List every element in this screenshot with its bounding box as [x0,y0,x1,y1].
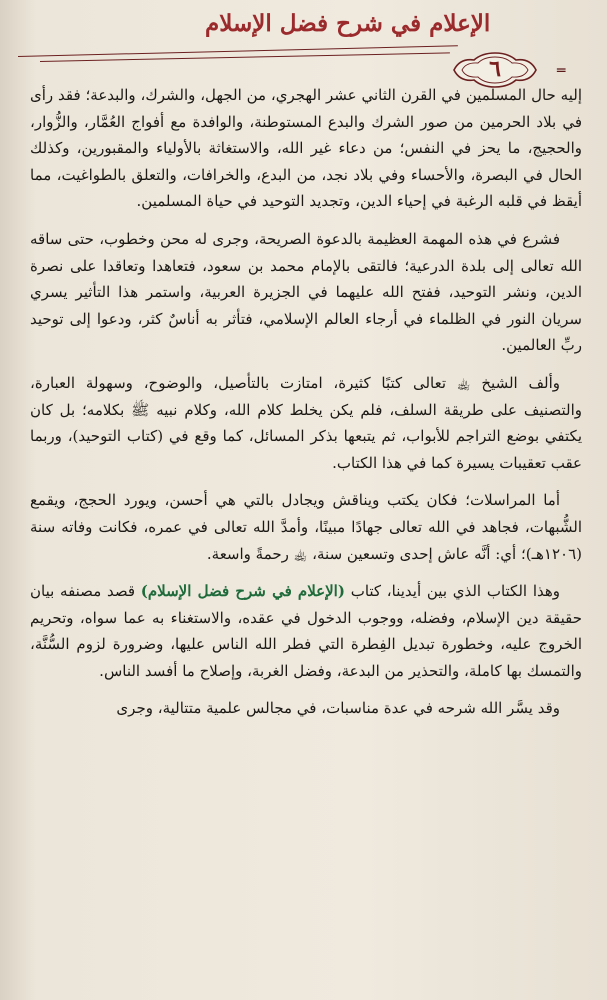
paragraph: أما المراسلات؛ فكان يكتب ويناقش ويجادل بالتي هي أحسن، ويورد الحجج، ويقمع الشُّبهات، فجاهد في الله تعالى جهادًا مبينًا، وأمدَّ الله تعالى في عمره، فكانت وفاته سنة (١٢٠٦هـ)؛ أي: أنَّه عاش إحدى وتسعين سنة، ﵀ رحمةً واسعة. [30,491,582,563]
paragraph [30,578,582,684]
paragraph-text-end: قصد مصنفه بيان حقيقة دين الإسلام، وفضله، ووجوب الدخول في عقده، والاستغناء به عما سواه، وتحريم الخروج عليه، وخطورة تبديل الفِطرة التي فطر الله الناس عليها، وضرورة لزوم السُّنَّة، والتمسك بها كاملة، والتحذير من البدعة، وفضل الغربة، وإصلاح ما أفسد الناس. [30,582,582,680]
paragraph: إليه حال المسلمين في القرن الثاني عشر الهجري، من الجهل، والشرك، والبدعة؛ فقد رأى في بلاد الحرمين من صور الشرك والبدع المستوطنة، والوافدة مع أفواج العُمَّار، والزُّوار، والحجيج، ما يحز في النفس؛ من دعاء غير الله، والاستغاثة بالأولياء والمقبورين، وكذلك الحال في البصرة، والأحساء وفي بلاد نجد، من البدع، والخرافات، والتعلق بالطواغيت، مما أيقظ في قلبه الرغبة في إحياء الدين، وتجديد التوحيد في حياة المسلمين. [30,86,582,211]
paragraph: فشرع في هذه المهمة العظيمة بالدعوة الصريحة، وجرى له محن وخطوب، حتى ساقه الله تعالى إلى بلدة الدرعية؛ فالتقى بالإمام محمد بن سعود، فتعاهدا وتعاقدا على نصرة الدين، ونشر التوحيد، ففتح الله عليهما في الجزيرة العربية، واستمر هذا التأثير يسري سريان النور في الظلماء في أرجاء العالم الإسلامي، فتأثر به أناسٌ كثر، ودعوا إلى توحيد ربِّ العالمين. [30,229,582,355]
page-number: ٦ [489,56,501,82]
paragraph-text-start: وهذا الكتاب الذي بين أيدينا، كتاب [344,582,561,601]
book-title: (الإعلام في شرح فضل الإسلام) [140,582,345,601]
body-text [30,82,582,733]
paragraph: وقد يسَّر الله شرحه في عدة مناسبات، في مجالس علمية متتالية، وجرى [116,699,560,718]
paragraph: وألف الشيخ ﵀ تعالى كتبًا كثيرة، امتازت بالتأصيل، والوضوح، وسهولة العبارة، والتصنيف على طريقة السلف، فلم يكن يخلط كلام الله، وكلام نبيه ﷺ بكلامه؛ بل كان يكتفي بوضع التراجم للأبواب، ثم يتبعها بذكر المسائل، كما وقع في (كتاب التوحيد)، وربما عقب تعقيبات يسيرة كما في هذا الكتاب. [30,373,582,472]
running-header-title: الإعلام في شرح فضل الإسلام [205,10,491,37]
ornament-edge-mark: ═ [557,63,566,79]
header-rule [18,45,458,57]
